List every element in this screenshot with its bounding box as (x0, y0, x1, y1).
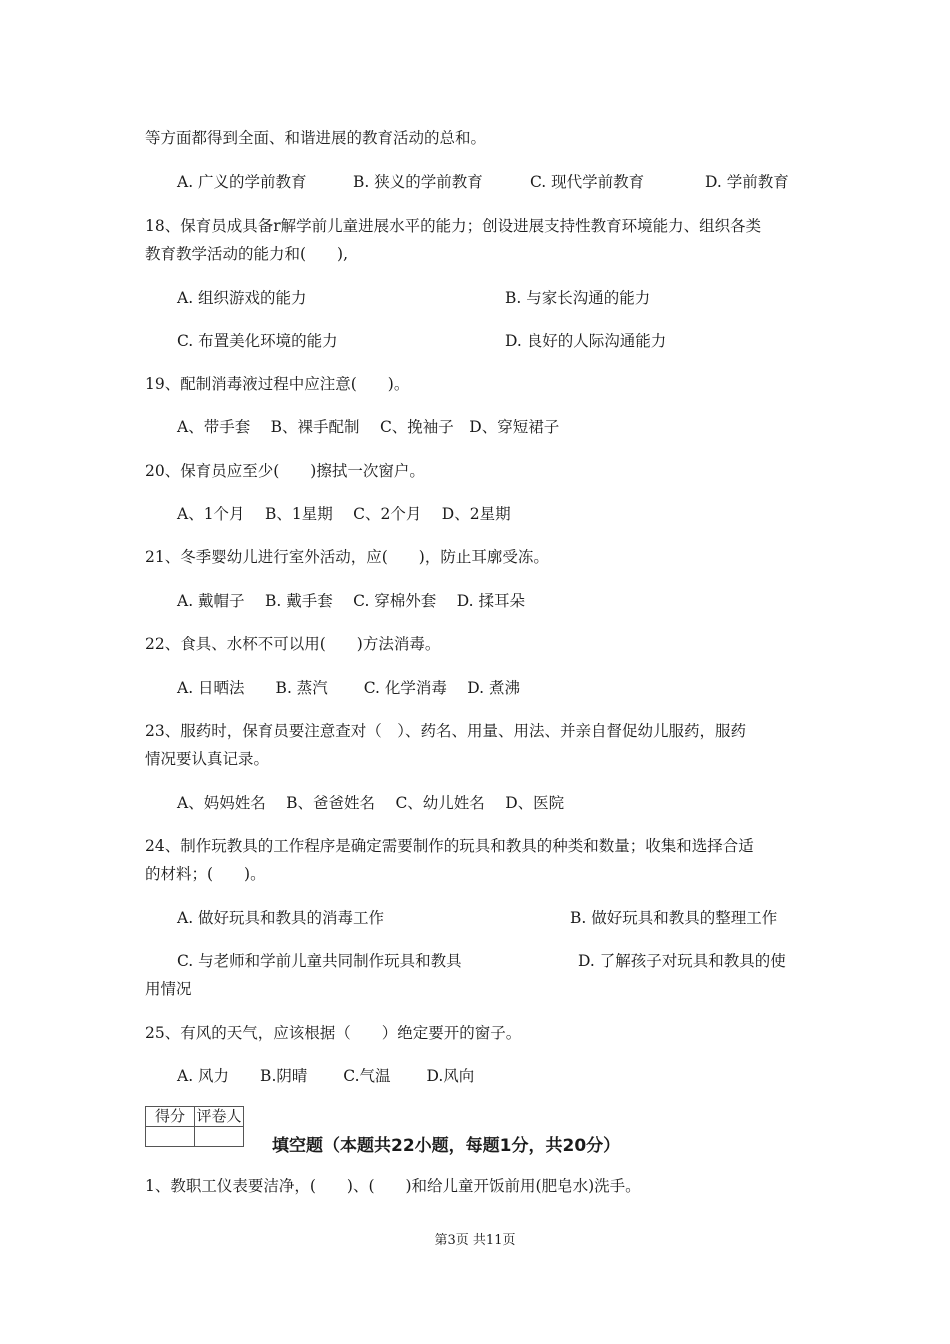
option-text: A. 做好玩具和教具的消毒工作 (177, 909, 385, 927)
question-text: 情况要认真记录。 (145, 750, 270, 768)
grader-cell (195, 1127, 244, 1147)
question-text: 18、保育员成具备r解学前儿童进展水平的能力；创设进展支持性教育环境能力、组织各类 (145, 217, 762, 235)
option-text: C. 与老师和学前儿童共同制作玩具和教具 (177, 952, 462, 970)
question-text: 24、制作玩教具的工作程序是确定需要制作的玩具和教具的种类和数量；收集和选择合适 (145, 837, 754, 855)
question-text: 23、服药时，保育员要注意查对（ ）、药名、用量、用法、并亲自督促幼儿服药，服药 (145, 722, 746, 740)
option-text: A、1个月 B、1星期 C、2个月 D、2星期 (177, 505, 511, 523)
option-text: A. 戴帽子 B. 戴手套 C. 穿棉外套 D. 揉耳朵 (177, 592, 525, 610)
question-text: 25、有风的天气，应该根据（ ）绝定要开的窗子。 (145, 1024, 522, 1042)
question-text: 用情况 (145, 980, 192, 998)
question-text: 1、教职工仪表要洁净，( )、( )和给儿童开饭前用(肥皂水)洗手。 (145, 1177, 641, 1195)
option-text: C. 现代学前教育 (530, 173, 645, 191)
option-text: B. 狭义的学前教育 (353, 173, 483, 191)
option-text: A. 广义的学前教育 (177, 173, 307, 191)
section-title: 填空题（本题共22小题，每题1分，共20分） (272, 1136, 621, 1156)
option-text: D. 良好的人际沟通能力 (505, 332, 667, 350)
grader-label: 评卷人 (196, 1107, 242, 1125)
option-text: C. 布置美化环境的能力 (177, 332, 338, 350)
option-text: B. 与家长沟通的能力 (505, 289, 651, 307)
option-text: A. 日晒法 B. 蒸汽 C. 化学消毒 D. 煮沸 (177, 679, 521, 697)
score-label: 得分 (146, 1107, 195, 1127)
option-text: B. 做好玩具和教具的整理工作 (570, 909, 778, 927)
option-text: A. 组织游戏的能力 (177, 289, 307, 307)
question-text: 等方面都得到全面、和谐进展的教育活动的总和。 (145, 129, 487, 147)
option-text: A、妈妈姓名 B、爸爸姓名 C、幼儿姓名 D、医院 (177, 794, 565, 812)
score-cell (146, 1127, 195, 1147)
option-text: A. 风力 B.阴晴 C.气温 D.风向 (177, 1067, 475, 1085)
question-text: 21、冬季婴幼儿进行室外活动，应( )，防止耳廓受冻。 (145, 548, 549, 566)
question-text: 20、保育员应至少( )擦拭一次窗户。 (145, 462, 425, 480)
question-text: 的材料；( )。 (145, 865, 266, 883)
option-text: A、带手套 B、裸手配制 C、挽袖子 D、穿短裙子 (177, 418, 560, 436)
question-text: 教育教学活动的能力和( ), (145, 245, 349, 263)
option-text: D. 了解孩子对玩具和教具的使 (578, 952, 786, 970)
page-footer: 第3页 共11页 (434, 1233, 516, 1248)
question-text: 22、食具、水杯不可以用( )方法消毒。 (145, 635, 441, 653)
score-table (145, 1106, 244, 1147)
question-text: 19、配制消毒液过程中应注意( )。 (145, 375, 410, 393)
option-text: D. 学前教育 (705, 173, 789, 191)
